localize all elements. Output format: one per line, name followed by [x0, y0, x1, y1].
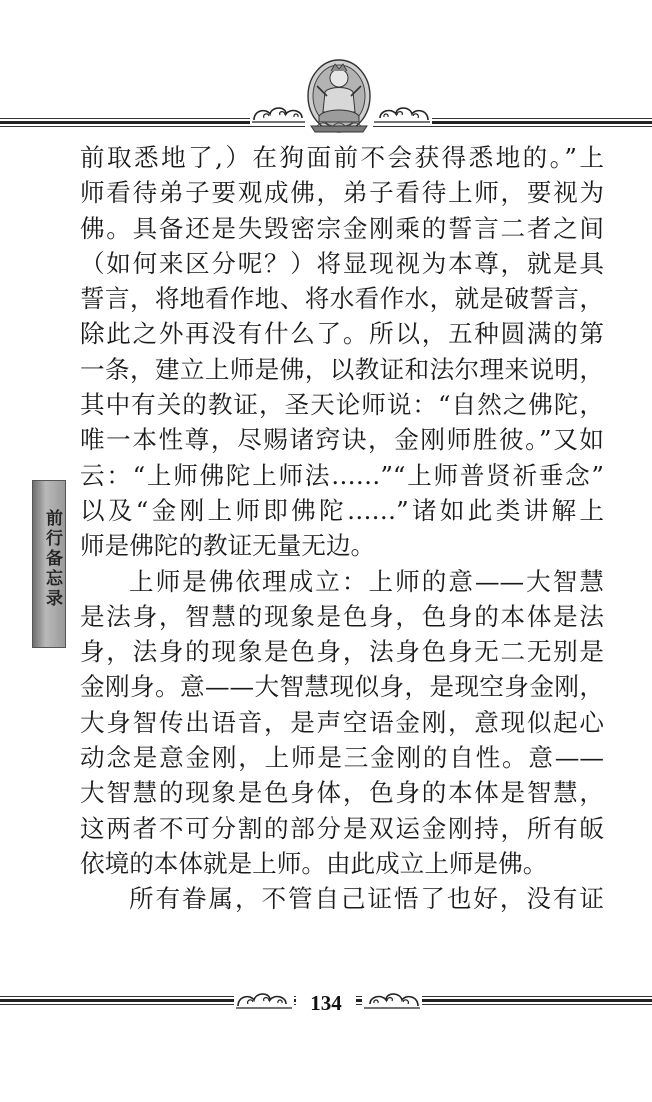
text-line: 佛。具备还是失毁密宗金刚乘的誓言二者之间 — [80, 213, 604, 243]
text-line: 所有眷属，不管自己证悟了也好，没有证 — [129, 884, 604, 914]
text-line: 身，法身的现象是色身，法身色身无二无别是 — [80, 637, 604, 667]
text-line: 除此之外再没有什么了。所以，五种圆满的第 — [80, 319, 604, 349]
text-line: 以及“金刚上师即佛陀……”诸如此类讲解上 — [80, 495, 604, 525]
text-line: 其中有关的教证，圣天论师说：“自然之佛陀， — [80, 390, 604, 420]
text-line: 大智慧的现象是色身体，色身的本体是智慧， — [80, 778, 604, 808]
seated-deity-icon — [305, 56, 373, 136]
text-line: 依境的本体就是上师。由此成立上师是佛。 — [80, 848, 548, 878]
text-line: 师是佛陀的教证无量无边。 — [80, 531, 376, 561]
text-line: 金刚身。意——大智慧现似身，是现空身金刚， — [80, 672, 604, 702]
text-line: 唯一本性尊，尽赐诸窍诀，金刚师胜彼。”又如 — [80, 425, 604, 455]
text-line: 是法身，智慧的现象是色身，色身的本体是法 — [80, 601, 604, 631]
text-line: 动念是意金刚，上师是三金刚的自性。意—— — [80, 743, 604, 773]
text-line: 前取悉地了,）在狗面前不会获得悉地的。”上 — [80, 143, 604, 172]
page-number: 134 — [296, 990, 356, 1016]
cloud-ornament-right-icon — [372, 102, 432, 126]
text-line: （如何来区分呢？）将显现视为本尊，就是具 — [80, 248, 604, 278]
text-line: 上师是佛依理成立：上师的意——大智慧 — [129, 566, 604, 596]
text-line: 师看待弟子要观成佛，弟子看待上师，要视为 — [80, 178, 604, 208]
side-tab — [32, 480, 66, 648]
text-line: 云：“上师佛陀上师法……”“上师普贤祈垂念” — [80, 460, 604, 490]
footer-cloud-ornament-right-icon — [362, 988, 422, 1012]
text-line: 这两者不可分割的部分是双运金刚持，所有皈 — [80, 813, 604, 843]
text-line: 一条，建立上师是佛，以教证和法尔理来说明， — [80, 354, 604, 384]
side-tab-label: 前行备忘录 — [42, 509, 62, 609]
cloud-ornament-left-icon — [250, 102, 310, 126]
text-line: 大身智传出语音，是声空语金刚，意现似起心 — [80, 707, 604, 737]
footer-cloud-ornament-left-icon — [234, 988, 294, 1012]
body-text — [80, 140, 604, 917]
text-line: 誓言，将地看作地、将水看作水，就是破誓言， — [80, 284, 604, 314]
